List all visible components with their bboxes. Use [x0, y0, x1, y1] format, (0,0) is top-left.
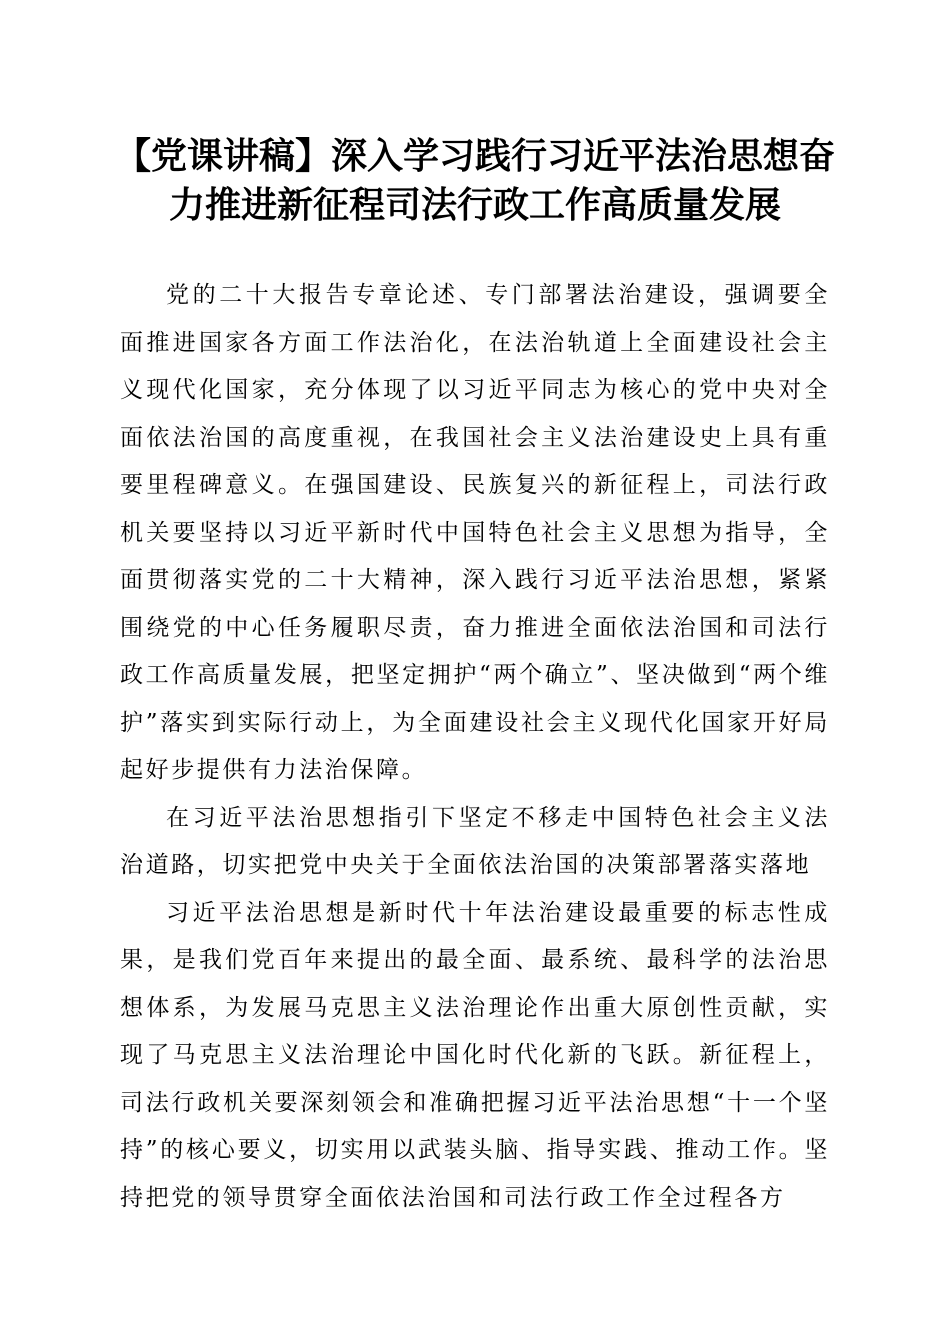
document-title: 【党课讲稿】深入学习践行习近平法治思想奋力推进新征程司法行政工作高质量发展	[114, 135, 835, 226]
paragraph-intro: 党的二十大报告专章论述、专门部署法治建设，强调要全面推进国家各方面工作法治化，在法治轨道上全面建设社会主义现代化国家，充分体现了以习近平同志为核心的党中央对全面依法治国的高度重视，在我国社会主义法治建设史上具有重要里程碑意义。在强国建设、民族复兴的新征程上，司法行政机关要坚持以习近平新时代中国特色社会主义思想为指导，全面贯彻落实党的二十大精神，深入践行习近平法治思想，紧紧围绕党的中心任务履职尽责，奋力推进全面依法治国和司法行政工作高质量发展，把坚定拥护“两个确立”、坚决做到“两个维护”落实到实际行动上，为全面建设社会主义现代化国家开好局起好步提供有力法治保障。	[120, 282, 830, 783]
paragraph-body: 习近平法治思想是新时代十年法治建设最重要的标志性成果，是我们党百年来提出的最全面、最系统、最科学的法治思想体系，为发展马克思主义法治理论作出重大原创性贡献，实现了马克思主义法治理论中国化时代化新的飞跃。新征程上，司法行政机关要深刻领会和准确把握习近平法治思想“十一个坚持”的核心要义，切实用以武装头脑、指导实践、推动工作。坚持把党的领导贯穿全面依法治国和司法行政工作全过程各方	[120, 899, 830, 1211]
paragraph-section-heading: 在习近平法治思想指引下坚定不移走中国特色社会主义法治道路，切实把党中央关于全面依法治国的决策部署落实落地	[120, 804, 830, 878]
document-body	[120, 272, 830, 1222]
